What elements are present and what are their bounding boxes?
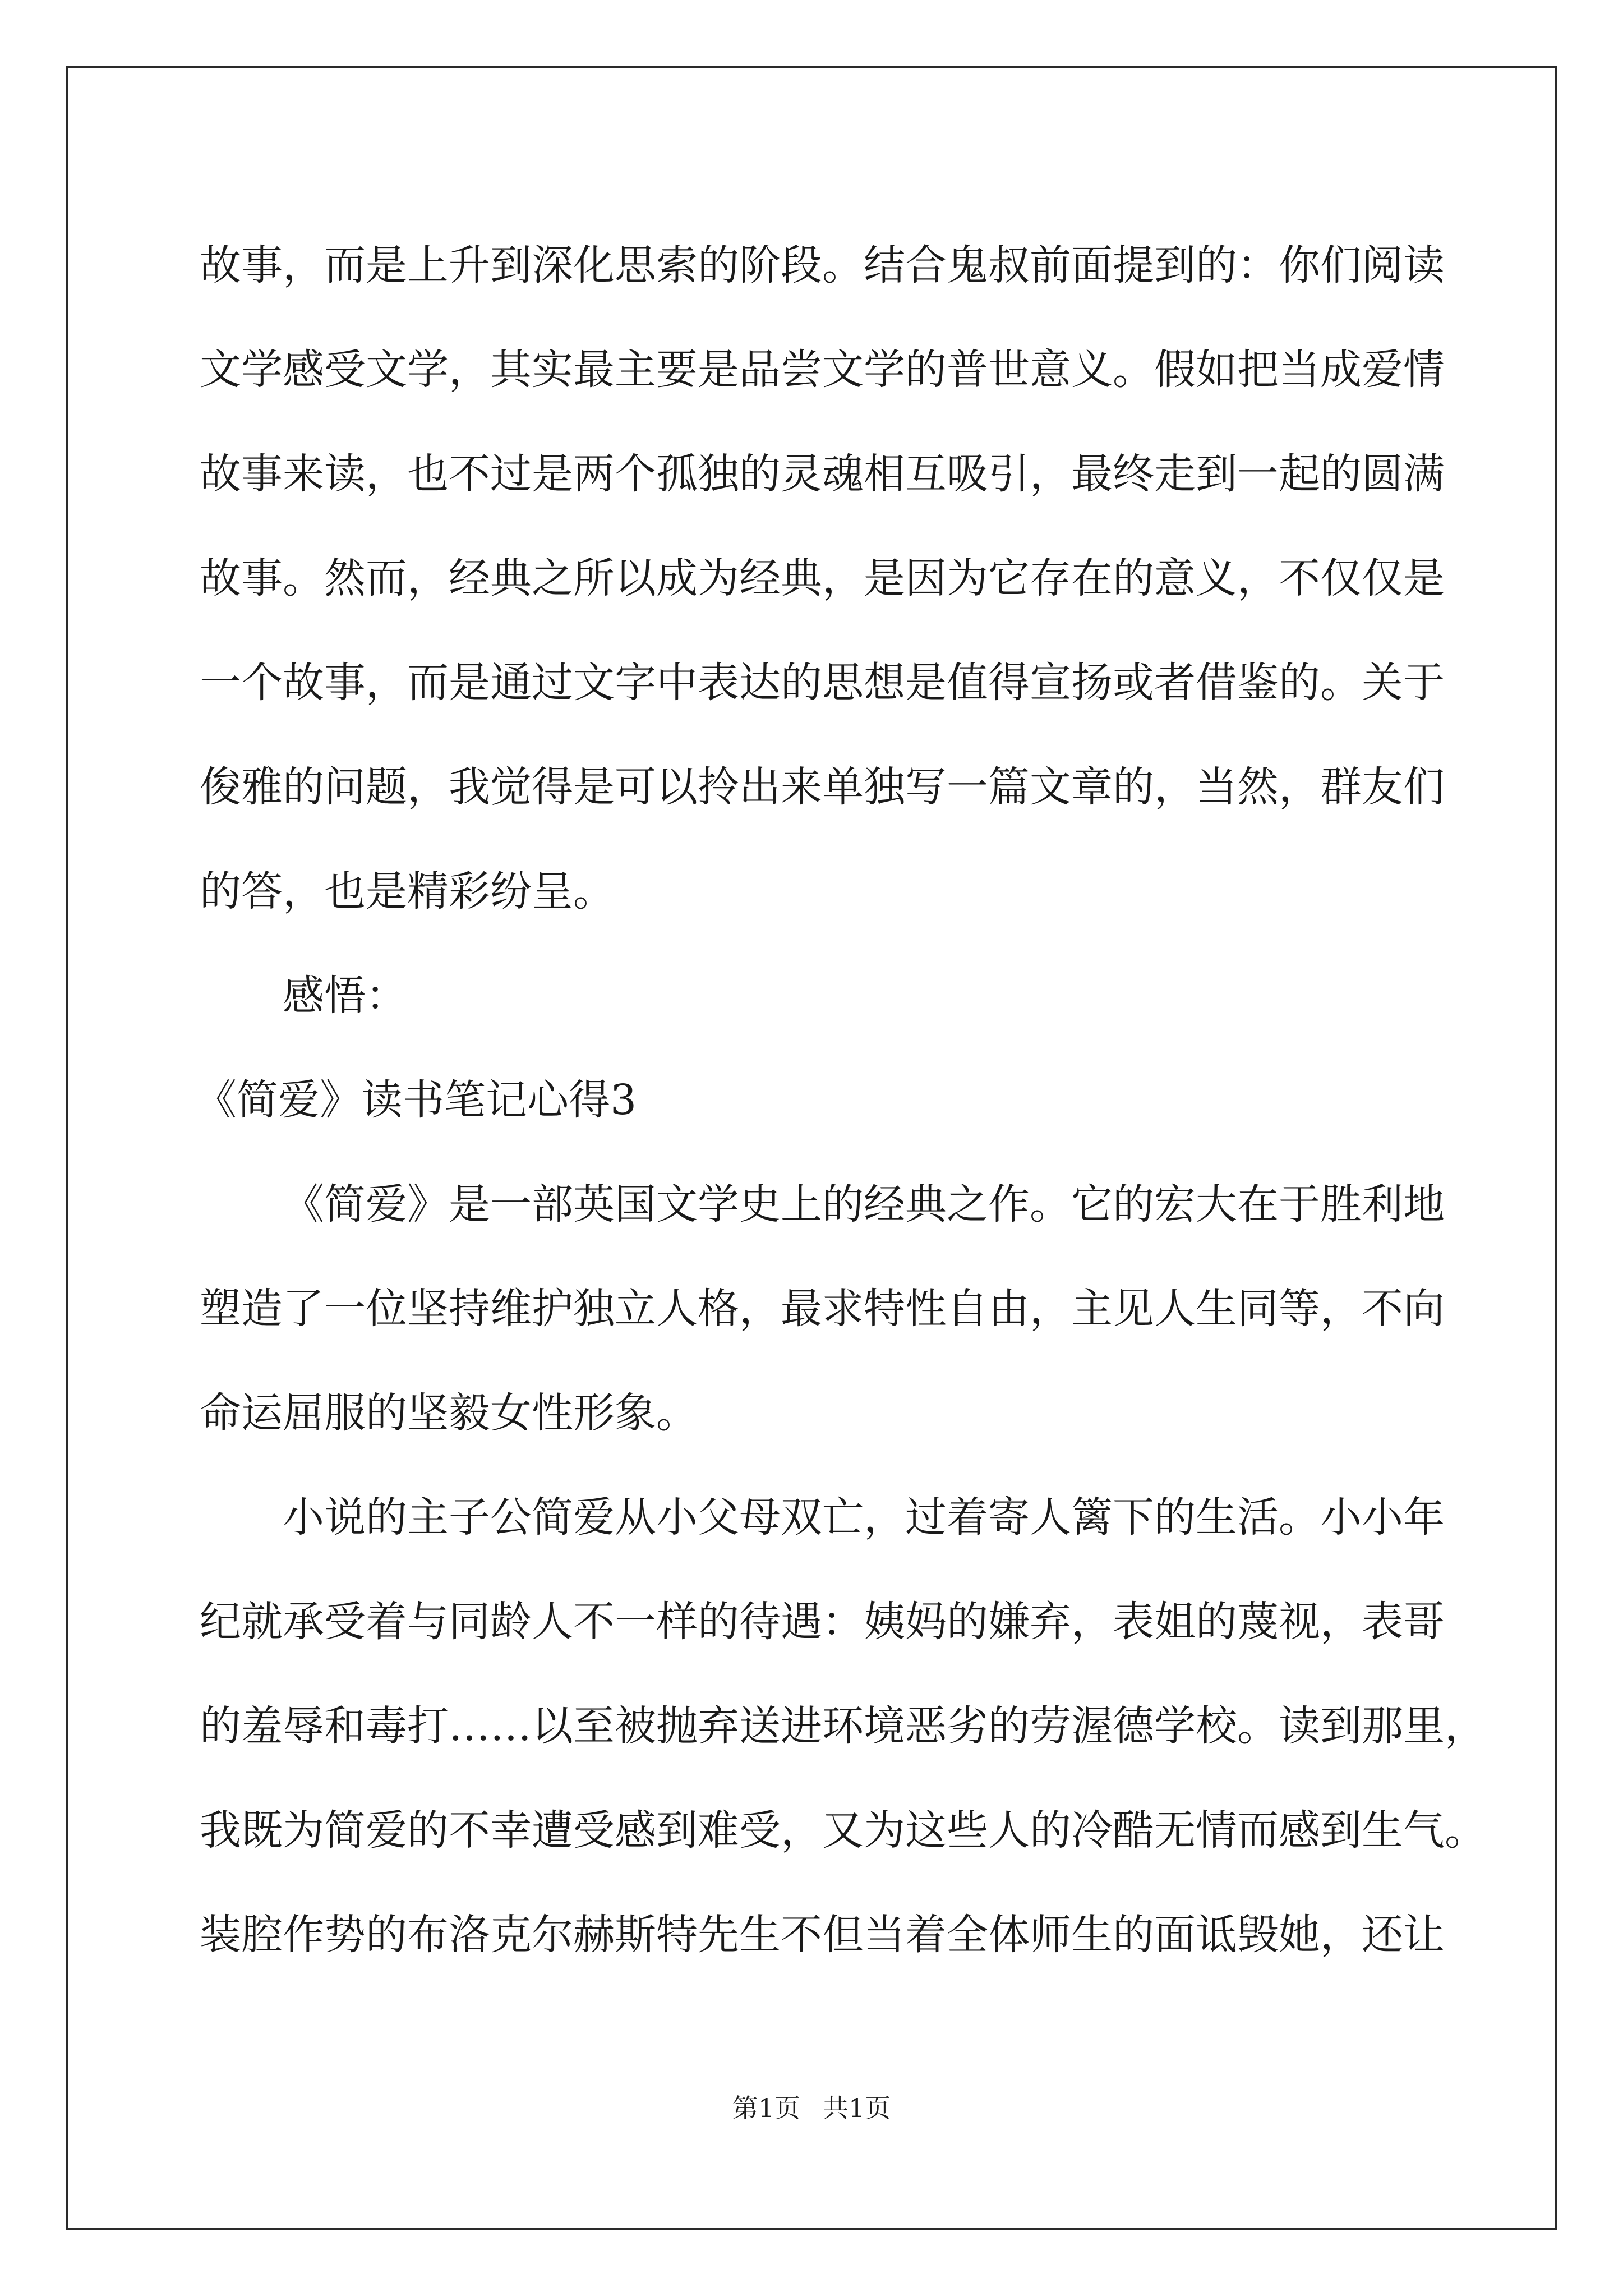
text-line: 的答，也是精彩纷呈。 — [200, 867, 615, 915]
text-line: 故事。然而，经典之所以成为经典，是因为它存在的意义，不仅仅是 — [200, 554, 1445, 602]
text-line: 故事来读，也不过是两个孤独的灵魂相互吸引，最终走到一起的圆满 — [200, 450, 1445, 498]
text-line: 故事，而是上升到深化思索的阶段。结合鬼叔前面提到的：你们阅读 — [200, 241, 1445, 289]
text-line: 命运屈服的坚毅女性形象。 — [200, 1389, 698, 1437]
text-line: 我既为简爱的不幸遭受感到难受，又为这些人的冷酷无情而感到生气。 — [200, 1806, 1486, 1855]
text-line: 纪就承受着与同龄人不一样的待遇：姨妈的嫌弃，表姐的蔑视，表哥 — [200, 1598, 1445, 1646]
text-line: 俊雅的问题，我觉得是可以拎出来单独写一篇文章的，当然，群友们 — [200, 763, 1445, 811]
text-line: 装腔作势的布洛克尔赫斯特先生不但当着全体师生的面诋毁她，还让 — [200, 1911, 1445, 1959]
text-line: 的羞辱和毒打……以至被抛弃送进环境恶劣的劳渥德学校。读到那里， — [200, 1702, 1486, 1750]
document-body — [195, 213, 1486, 1987]
text-line: 塑造了一位坚持维护独立人格，最求特性自由，主见人生同等，不向 — [200, 1285, 1445, 1333]
text-line: 文学感受文学，其实最主要是品尝文学的普世意义。假如把当成爱情 — [200, 346, 1445, 394]
text-line: 《简爱》是一部英国文学史上的经典之作。它的宏大在于胜利地 — [283, 1180, 1445, 1228]
text-line: 小说的主子公简爱从小父母双亡，过着寄人篱下的生活。小小年 — [283, 1493, 1445, 1542]
page-footer — [0, 2091, 1623, 2125]
text-line: 一个故事，而是通过文字中表达的思想是值得宣扬或者借鉴的。关于 — [200, 659, 1445, 707]
page-number: 第1页 — [732, 2093, 800, 2123]
section-heading: 《简爱》读书笔记心得3 — [195, 1076, 637, 1124]
text-line: 感悟： — [283, 972, 407, 1020]
page-total: 共1页 — [823, 2093, 891, 2123]
